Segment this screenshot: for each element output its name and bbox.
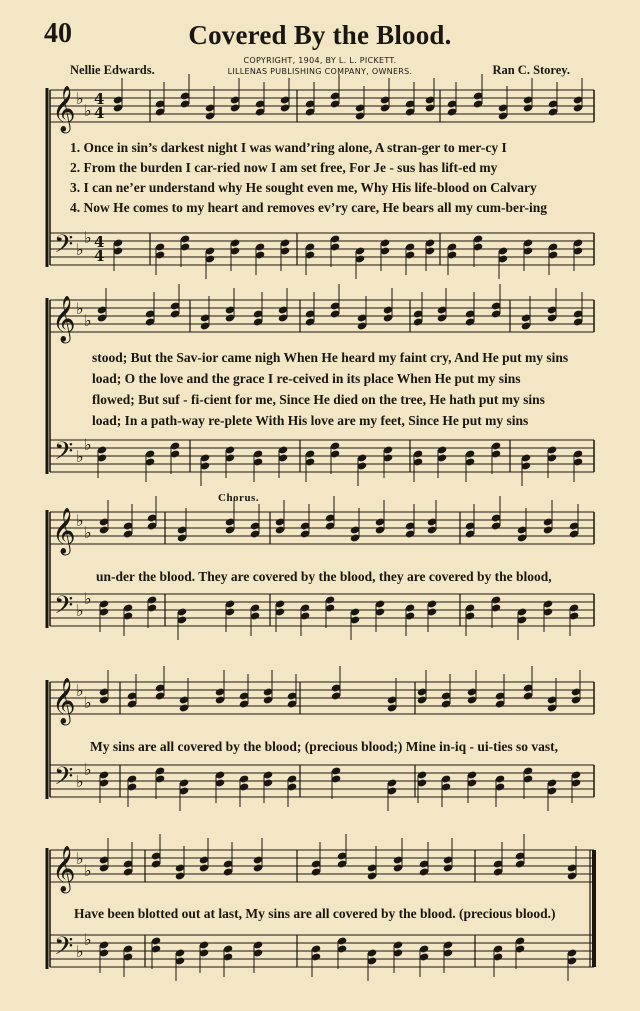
treble-clef: 𝄞 xyxy=(52,508,76,554)
flat-sign: ♭ xyxy=(84,101,92,120)
treble-clef: 𝄞 xyxy=(52,678,76,724)
flat-sign: ♭ xyxy=(76,942,84,961)
flat-sign: ♭ xyxy=(84,861,92,880)
publisher-line: LILLENAS PUBLISHING COMPANY, OWNERS. xyxy=(227,67,413,76)
flat-sign: ♭ xyxy=(84,760,92,779)
composer: Ran C. Storey. xyxy=(492,63,570,77)
verse-3-line-1: 3. I can ne’er understand why He sought even me, Why His life-blood on Calvary xyxy=(70,180,537,195)
copyright-line: COPYRIGHT, 1904, BY L. L. PICKETT. xyxy=(243,56,397,65)
time-signature: 4 xyxy=(94,233,105,251)
flat-sign: ♭ xyxy=(76,511,84,530)
verse-4-line-1: 4. Now He comes to my heart and removes ev’ry care, He bears all my cum-ber-ing xyxy=(70,200,548,215)
flat-sign: ♭ xyxy=(76,299,84,318)
time-signature: 4 xyxy=(94,104,105,122)
lyricist: Nellie Edwards. xyxy=(70,63,155,77)
verse-2-line-2: load; O the love and the grace I re-ceived in its place When He put my sins xyxy=(92,371,521,386)
chorus-label: Chorus. xyxy=(218,492,260,504)
flat-sign: ♭ xyxy=(76,681,84,700)
treble-clef: 𝄞 xyxy=(52,86,76,132)
time-signature: 4 xyxy=(94,90,105,108)
flat-sign: ♭ xyxy=(76,849,84,868)
bass-clef: 𝄢 xyxy=(54,762,74,797)
flat-sign: ♭ xyxy=(84,930,92,949)
bass-clef: 𝄢 xyxy=(54,230,74,265)
flat-sign: ♭ xyxy=(84,435,92,454)
bass-clef: 𝄢 xyxy=(54,591,74,626)
verse-3-line-2: flowed; But suf - fi-cient for me, Since He died on the tree, He hath put my sins xyxy=(92,392,545,407)
flat-sign: ♭ xyxy=(84,693,92,712)
time-signature: 4 xyxy=(94,247,105,265)
chorus-line-2: My sins are all covered by the blood; (precious blood;) Mine in-iq - ui-ties so vast, xyxy=(90,739,559,754)
flat-sign: ♭ xyxy=(76,601,84,620)
flat-sign: ♭ xyxy=(76,772,84,791)
flat-sign: ♭ xyxy=(76,240,84,259)
flat-sign: ♭ xyxy=(76,447,84,466)
verse-2-line-1: 2. From the burden I car-ried now I am set free, For Je - sus has lift-ed my xyxy=(70,160,498,175)
flat-sign: ♭ xyxy=(84,523,92,542)
flat-sign: ♭ xyxy=(84,589,92,608)
chorus-line-1: un-der the blood. They are covered by the blood, they are covered by the blood, xyxy=(96,569,552,584)
flat-sign: ♭ xyxy=(84,311,92,330)
chorus-line-3: Have been blotted out at last, My sins are all covered by the blood. (precious blood.) xyxy=(74,906,556,921)
verse-1-line-2: stood; But the Sav-ior came nigh When He heard my faint cry, And He put my sins xyxy=(92,350,569,365)
bass-clef: 𝄢 xyxy=(54,932,74,967)
verse-4-line-2: load; In a path-way re-plete With His love are my feet, Since He put my sins xyxy=(92,413,529,428)
flat-sign: ♭ xyxy=(84,228,92,247)
flat-sign: ♭ xyxy=(76,89,84,108)
treble-clef: 𝄞 xyxy=(52,846,76,892)
hymn-number: 40 xyxy=(44,18,72,49)
treble-clef: 𝄞 xyxy=(52,296,76,342)
bass-clef: 𝄢 xyxy=(54,437,74,472)
verse-1-line-1: 1. Once in sin’s darkest night I was wand’ring alone, A stran-ger to mer-cy I xyxy=(70,140,507,155)
hymn-title: Covered By the Blood. xyxy=(188,20,452,50)
